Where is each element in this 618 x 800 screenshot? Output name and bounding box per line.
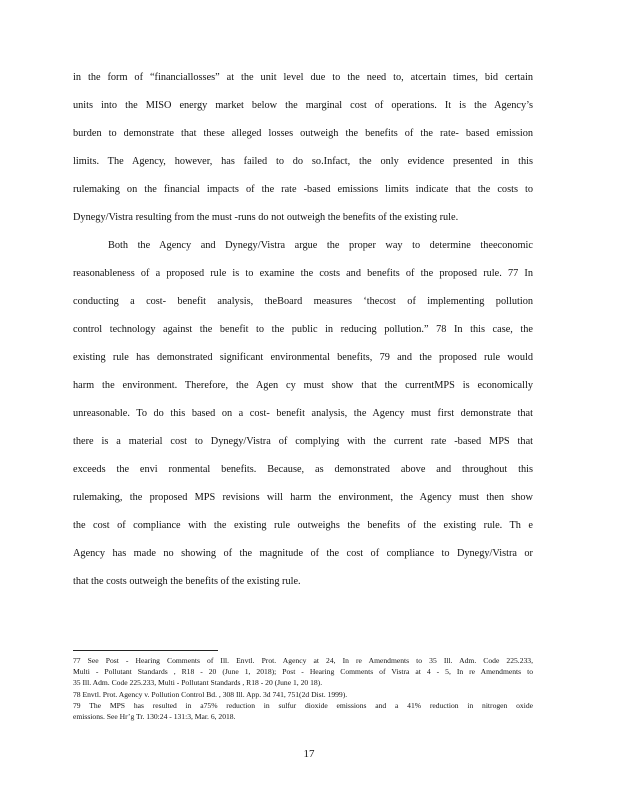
body-line: rulemaking on the financial impacts of the rate -based emissions limits indicate that the costs to [73,184,533,195]
footnote-line: 35 Ill. Adm. Code 225.233, Multi - Pollutant Standards , R18 - 20 (June 1, 20 18). [73,678,323,687]
body-line: exceeds the envi ronmental benefits. Because, as demonstrated above and throughout this [73,464,533,475]
body-line: unreasonable. To do this based on a cost- benefit analysis, the Agency must first demonstrate that [73,408,533,419]
body-line: Both the Agency and Dynegy/Vistra argue the proper way to determine theeconomic [108,240,533,251]
body-line: existing rule has demonstrated significant environmental benefits, 79 and the proposed rule would [73,352,533,363]
body-line: burden to demonstrate that these alleged losses outweigh the benefits of the rate- based emission [73,128,533,139]
body-line: control technology against the benefit to the public in reducing pollution.” 78 In this case, the [73,324,533,335]
body-line: reasonableness of a proposed rule is to examine the costs and benefits of the proposed rule. 77 In [73,268,533,279]
body-line: Agency has made no showing of the magnitude of the cost of compliance to Dynegy/Vistra or [73,548,533,559]
footnote-line: 77 See Post - Hearing Comments of Ill. Envtl. Prot. Agency at 24, In re Amendments to 35 Ill. Adm. Code 225.233, [73,656,533,665]
footnote-line: 78 Envtl. Prot. Agency v. Pollution Control Bd. , 308 Ill. App. 3d 741, 751(2d Dist. 1999). [73,690,348,699]
footnote-separator [73,650,218,651]
body-line: in the form of “financiallosses” at the unit level due to the need to, atcertain times, bid certain [73,72,533,83]
footnote-line: emissions. See Hr’g Tr. 130:24 - 131:3, Mar. 6, 2018. [73,712,236,721]
page-number: 17 [303,748,315,760]
body-line: harm the environment. Therefore, the Agen cy must show that the currentMPS is economically [73,380,533,391]
body-line: limits. The Agency, however, has failed to do so.Infact, the only evidence presented in this [73,156,533,167]
body-line: rulemaking, the proposed MPS revisions will harm the environment, the Agency must then show [73,492,533,503]
body-line: Dynegy/Vistra resulting from the must -runs do not outweigh the benefits of the existing rule. [73,212,459,223]
body-line: the cost of compliance with the existing rule outweighs the benefits of the existing rule. Th e [73,520,533,531]
body-line: conducting a cost- benefit analysis, theBoard measures ‘thecost of implementing pollution [73,296,533,307]
body-line: that the costs outweigh the benefits of the existing rule. [73,576,301,587]
body-line: there is a material cost to Dynegy/Vistra of complying with the current rate -based MPS that [73,436,533,447]
footnote-line: Multi - Pollutant Standards , R18 - 20 (June 1, 2018); Post - Hearing Comments of Vistra at 4 - 5, In re Amendments to [73,667,533,676]
footnote-line: 79 The MPS has resulted in a75% reduction in sulfur dioxide emissions and a 41% reduction in nitrogen oxide [73,701,533,710]
body-line: units into the MISO energy market below the marginal cost of operations. It is the Agency’s [73,100,533,111]
